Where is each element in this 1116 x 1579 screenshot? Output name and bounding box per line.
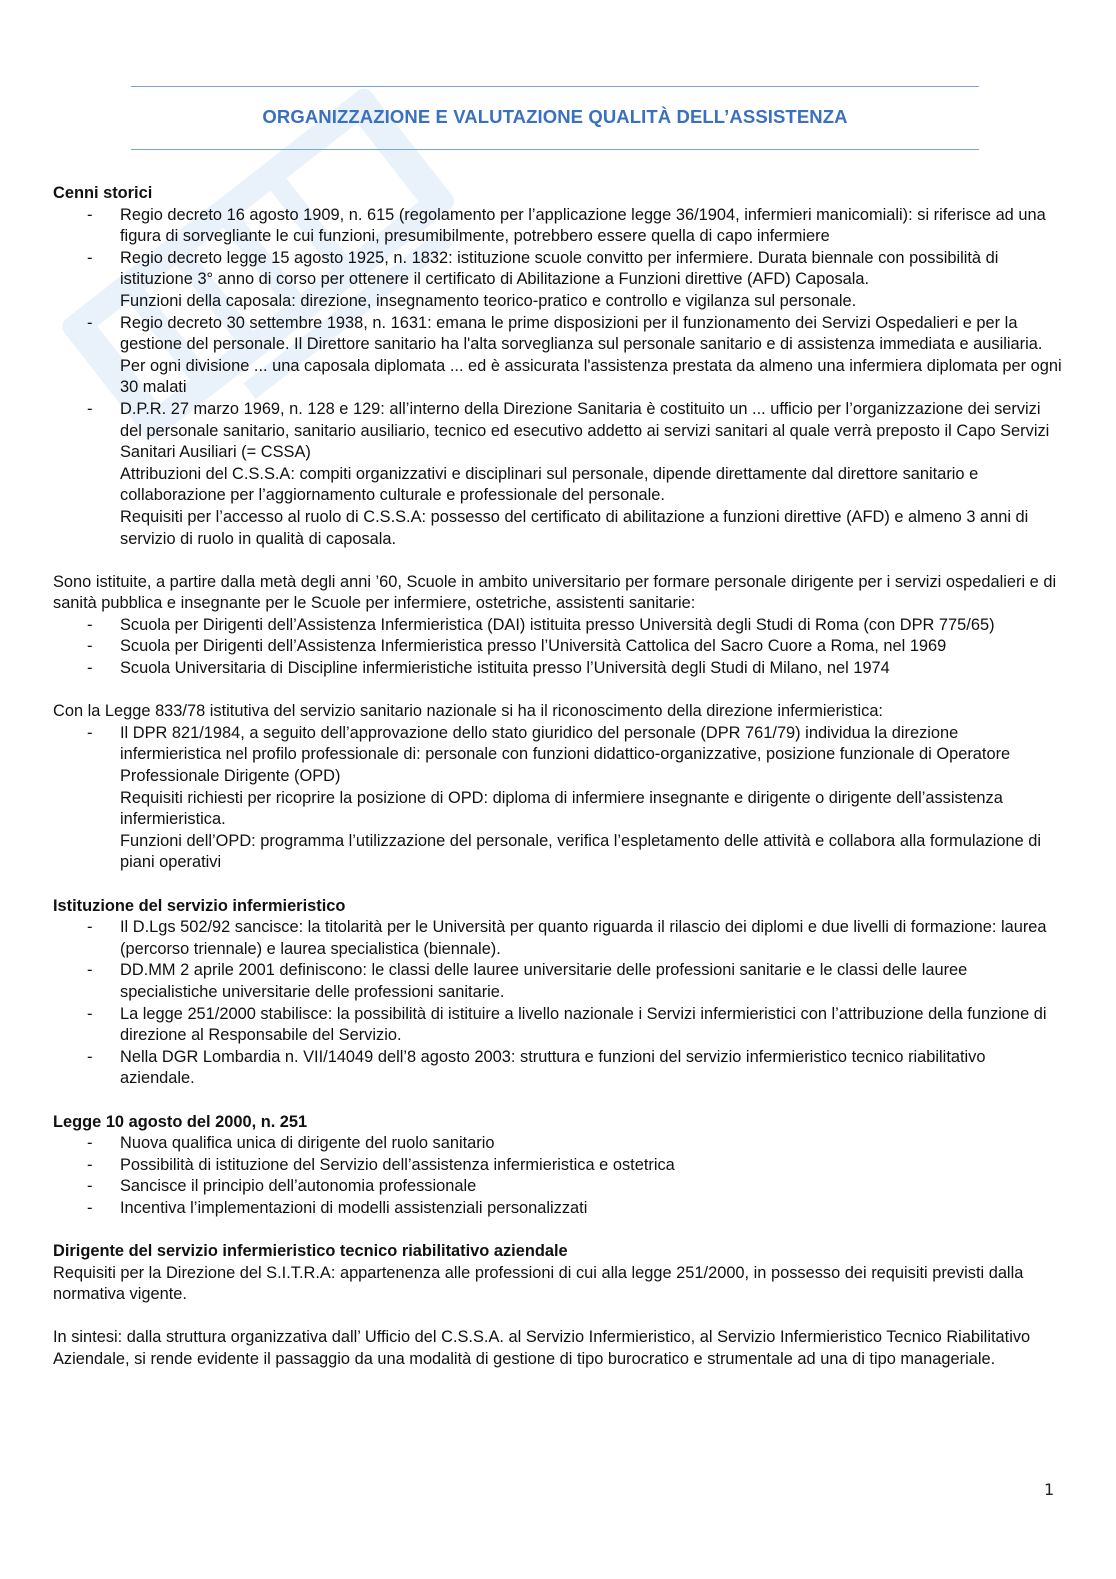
list-item: - Incentiva l’implementazioni di modelli assistenziali personalizzati <box>53 1198 1063 1220</box>
document-body <box>53 183 1063 1371</box>
scuole-intro: Sono istituite, a partire dalla metà degli anni ’60, Scuole in ambito universitario per formare personale dirigente per i servizi ospedalieri e di sanità pubblica e insegnante per le Scuole per infermiere, ostetriche, assistenti sanitarie: <box>53 572 1057 613</box>
list-item: - Nuova qualifica unica di dirigente del ruolo sanitario <box>53 1133 1063 1155</box>
legge833-list <box>53 723 1063 874</box>
list-item: - Scuola Universitaria di Discipline infermieristiche istituita presso l’Università degli Studi di Milano, nel 1974 <box>53 658 1063 680</box>
list-item: - Sancisce il principio dell’autonomia professionale <box>53 1176 1063 1198</box>
list-item: - La legge 251/2000 stabilisce: la possibilità di istituire a livello nazionale i Servizi infermieristici con l’attribuzione della funzione di direzione al Responsabile del Servizio. <box>53 1004 1063 1047</box>
sintesi-paragraph: In sintesi: dalla struttura organizzativa dall’ Ufficio del C.S.S.A. al Servizio Infermieristico, al Servizio Infermieristico Tecnico Riabilitativo Aziendale, si rende evidente il passaggio da una modalità di gestione di tipo burocratico e strumentale ad una di tipo manageriale. <box>53 1328 1031 1369</box>
dirigente-paragraph: Requisiti per la Direzione del S.I.T.R.A: appartenenza alle professioni di cui alla legge 251/2000, in possesso dei requisiti previsti dalla normativa vigente. <box>53 1263 1024 1304</box>
legge251-list <box>53 1133 1063 1219</box>
list-item: - Scuola per Dirigenti dell’Assistenza Infermieristica presso l’Università Cattolica del Sacro Cuore a Roma, nel 1969 <box>53 636 1063 658</box>
list-item: - Regio decreto 30 settembre 1938, n. 1631: emana le prime disposizioni per il funzionamento dei Servizi Ospedalieri e per la gestione del personale. Il Direttore sanitario ha l'alta sorveglianza sul personale sanitario e di assistenza immediata e ausiliaria. Per ogni divisione ... una caposala diplomata ... ed è assicurata l'assistenza prestata da almeno una infermiera diplomata per ogni 30 malati <box>53 313 1063 399</box>
list-item: - Il DPR 821/1984, a seguito dell’approvazione dello stato giuridico del personale (DPR 761/79) individua la direzione infermieristica nel profilo professionale di: personale con funzioni didattico-organizzative, posizione funzionale di Operatore Professionale Dirigente (OPD) Requisiti richiesti per ricoprire la posizione di OPD: diploma di infermiere insegnante e dirigente o dirigente dell’assistenza infermieristica. Funzioni dell’OPD: programma l’utilizzazione del personale, verifica l’espletamento delle attività e collabora alla formulazione di piani operativi <box>53 723 1063 874</box>
list-item: - DD.MM 2 aprile 2001 definiscono: le classi delle lauree universitarie delle professioni sanitarie e le classi delle lauree specialistiche universitarie delle professioni sanitarie. <box>53 960 1063 1003</box>
section-heading-istituzione: Istituzione del servizio infermieristico <box>53 896 346 915</box>
section-heading-legge251: Legge 10 agosto del 2000, n. 251 <box>53 1112 308 1131</box>
document-title: ORGANIZZAZIONE E VALUTAZIONE QUALITÀ DELL’ASSISTENZA <box>262 106 848 127</box>
list-item: - Regio decreto legge 15 agosto 1925, n. 1832: istituzione scuole convitto per infermiere. Durata biennale con possibilità di istituzione 3° anno di corso per ottenere il certificato di Abilitazione a Funzioni direttive (AFD) Caposala. Funzioni della caposala: direzione, insegnamento teorico-pratico e controllo e vigilanza sul personale. <box>53 248 1063 313</box>
legge833-intro: Con la Legge 833/78 istitutiva del servizio sanitario nazionale si ha il riconoscimento della direzione infermieristica: <box>53 702 883 721</box>
istituzione-list <box>53 917 1063 1090</box>
list-item: - Possibilità di istituzione del Servizio dell’assistenza infermieristica e ostetrica <box>53 1155 1063 1177</box>
list-item: - Nella DGR Lombardia n. VII/14049 dell’8 agosto 2003: struttura e funzioni del servizio infermieristico tecnico riabilitativo aziendale. <box>53 1047 1063 1090</box>
list-item: - Regio decreto 16 agosto 1909, n. 615 (regolamento per l’applicazione legge 36/1904, infermieri manicomiali): si riferisce ad una figura di sorvegliante le cui funzioni, presumibilmente, potrebbero essere quella di capo infermiere <box>53 205 1063 248</box>
list-item: - Il D.Lgs 502/92 sancisce: la titolarità per le Università per quanto riguarda il rilascio dei diplomi e due livelli di formazione: laurea (percorso triennale) e laurea specialistica (biennale). <box>53 917 1063 960</box>
section-heading-dirigente: Dirigente del servizio infermieristico tecnico riabilitativo aziendale <box>53 1242 568 1261</box>
section-heading-cenni-storici: Cenni storici <box>53 184 153 202</box>
list-item: - Scuola per Dirigenti dell’Assistenza Infermieristica (DAI) istituita presso Università degli Studi di Roma (con DPR 775/65) <box>53 615 1063 637</box>
cenni-storici-list <box>53 205 1063 551</box>
title-bottom-rule <box>131 149 979 150</box>
page-number: 1 <box>1044 1480 1055 1499</box>
scuole-list <box>53 615 1063 680</box>
list-item: - D.P.R. 27 marzo 1969, n. 128 e 129: all’interno della Direzione Sanitaria è costituito un ... ufficio per l’organizzazione dei servizi del personale sanitario, sanitario ausiliario, tecnico ed esecutivo addetto ai servizi sanitari al quale verrà preposto il Capo Servizi Sanitari Ausiliari (= CSSA) Attribuzioni del C.S.S.A: compiti organizzativi e disciplinari sul personale, dipende direttamente dal direttore sanitario e collaborazione per l’aggiornamento culturale e professionale del personale. Requisiti per l’accesso al ruolo di C.S.S.A: possesso del certificato di abilitazione a funzioni direttive (AFD) e almeno 3 anni di servizio di ruolo in qualità di caposala. <box>53 399 1063 550</box>
title-top-rule <box>131 86 979 87</box>
